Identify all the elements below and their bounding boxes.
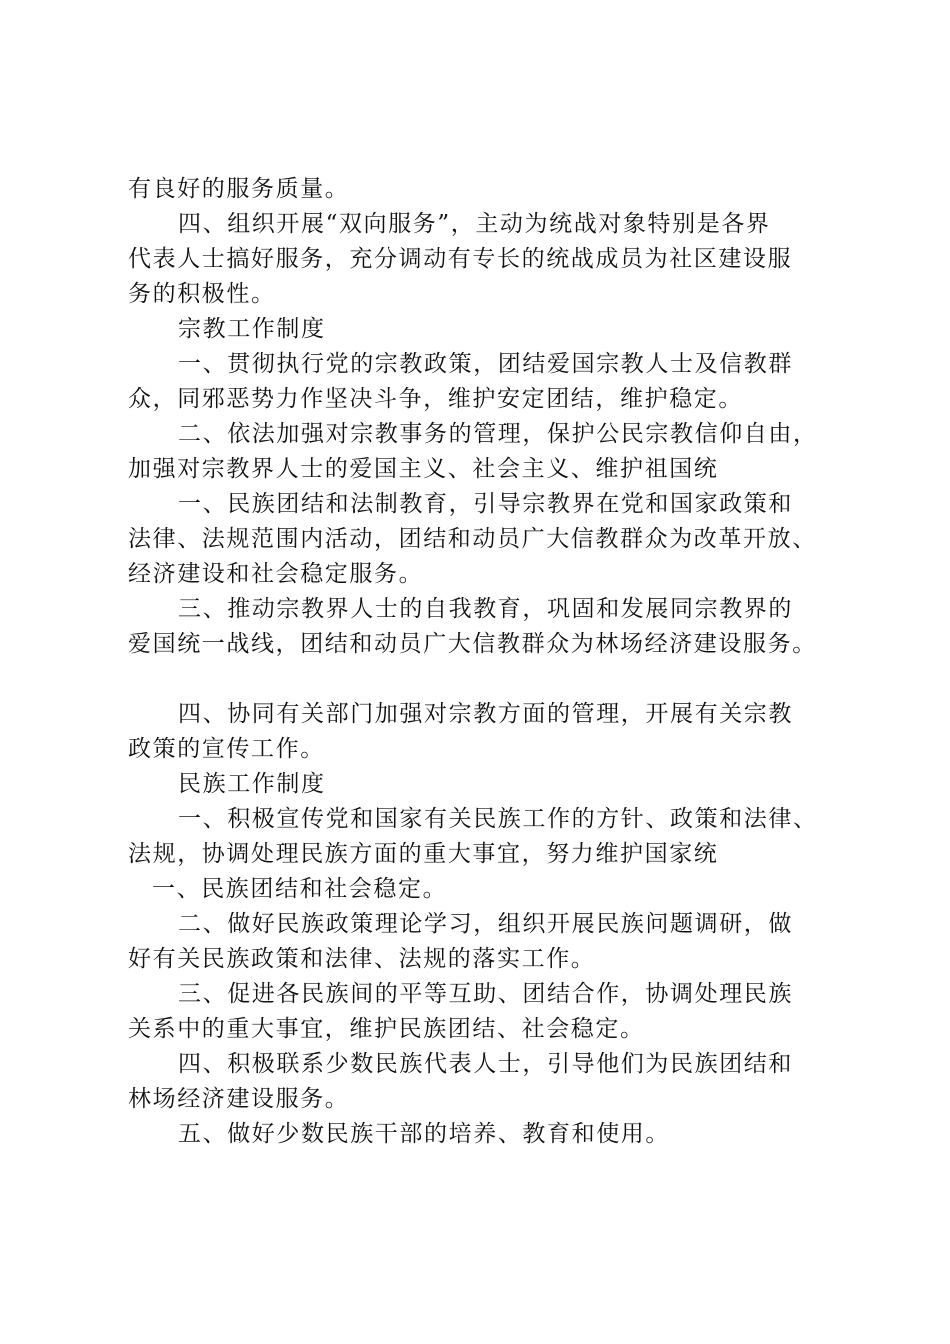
section-heading: 宗教工作制度 — [178, 316, 326, 342]
text-line: 一、民族团结和社会稳定。 — [152, 876, 448, 902]
text-line: 三、推动宗教界人士的自我教育，巩固和发展同宗教界的 — [178, 596, 793, 622]
text-line: 代表人士搞好服务，充分调动有专长的统战成员为社区建设服 — [128, 246, 793, 272]
text-line: 法律、法规范围内活动，团结和动员广大信教群众为改革开放、 — [128, 526, 817, 552]
text-line: 众，同邪恶势力作坚决斗争，维护安定团结，维护稳定。 — [128, 386, 743, 412]
text-line: 四、协同有关部门加强对宗教方面的管理，开展有关宗教 — [178, 701, 793, 727]
document-body — [128, 172, 868, 1152]
text-line: 有良好的服务质量。 — [128, 176, 350, 202]
text-line: 四、组织开展“双向服务”，主动为统战对象特别是各界 — [178, 211, 771, 237]
text-line: 法规，协调处理民族方面的重大事宜，努力维护国家统 — [128, 841, 719, 867]
text-line: 三、促进各民族间的平等互助、团结合作，协调处理民族 — [178, 981, 793, 1007]
text-line: 林场经济建设服务。 — [128, 1086, 350, 1112]
section-heading: 民族工作制度 — [178, 771, 326, 797]
text-line: 一、民族团结和法制教育，引导宗教界在党和国家政策和 — [178, 491, 793, 517]
text-line: 好有关民族政策和法律、法规的落实工作。 — [128, 946, 596, 972]
text-line: 一、贯彻执行党的宗教政策，团结爱国宗教人士及信教群 — [178, 351, 793, 377]
text-line: 务的积极性。 — [128, 281, 276, 307]
text-line: 一、积极宣传党和国家有关民族工作的方针、政策和法律、 — [178, 806, 818, 832]
text-line: 二、依法加强对宗教事务的管理，保护公民宗教信仰自由， — [178, 421, 818, 447]
text-line: 四、积极联系少数民族代表人士，引导他们为民族团结和 — [178, 1051, 793, 1077]
text-line: 五、做好少数民族干部的培养、教育和使用。 — [178, 1121, 670, 1147]
text-line: 加强对宗教界人士的爱国主义、社会主义、维护祖国统 — [128, 456, 719, 482]
text-line: 政策的宣传工作。 — [128, 736, 325, 762]
text-line: 关系中的重大事宜，维护民族团结、社会稳定。 — [128, 1016, 645, 1042]
text-line: 经济建设和社会稳定服务。 — [128, 561, 424, 587]
text-line: 爱国统一战线，团结和动员广大信教群众为林场经济建设服务。 — [128, 631, 817, 657]
paragraph-gap — [128, 662, 868, 697]
text-line: 二、做好民族政策理论学习，组织开展民族问题调研，做 — [178, 911, 793, 937]
